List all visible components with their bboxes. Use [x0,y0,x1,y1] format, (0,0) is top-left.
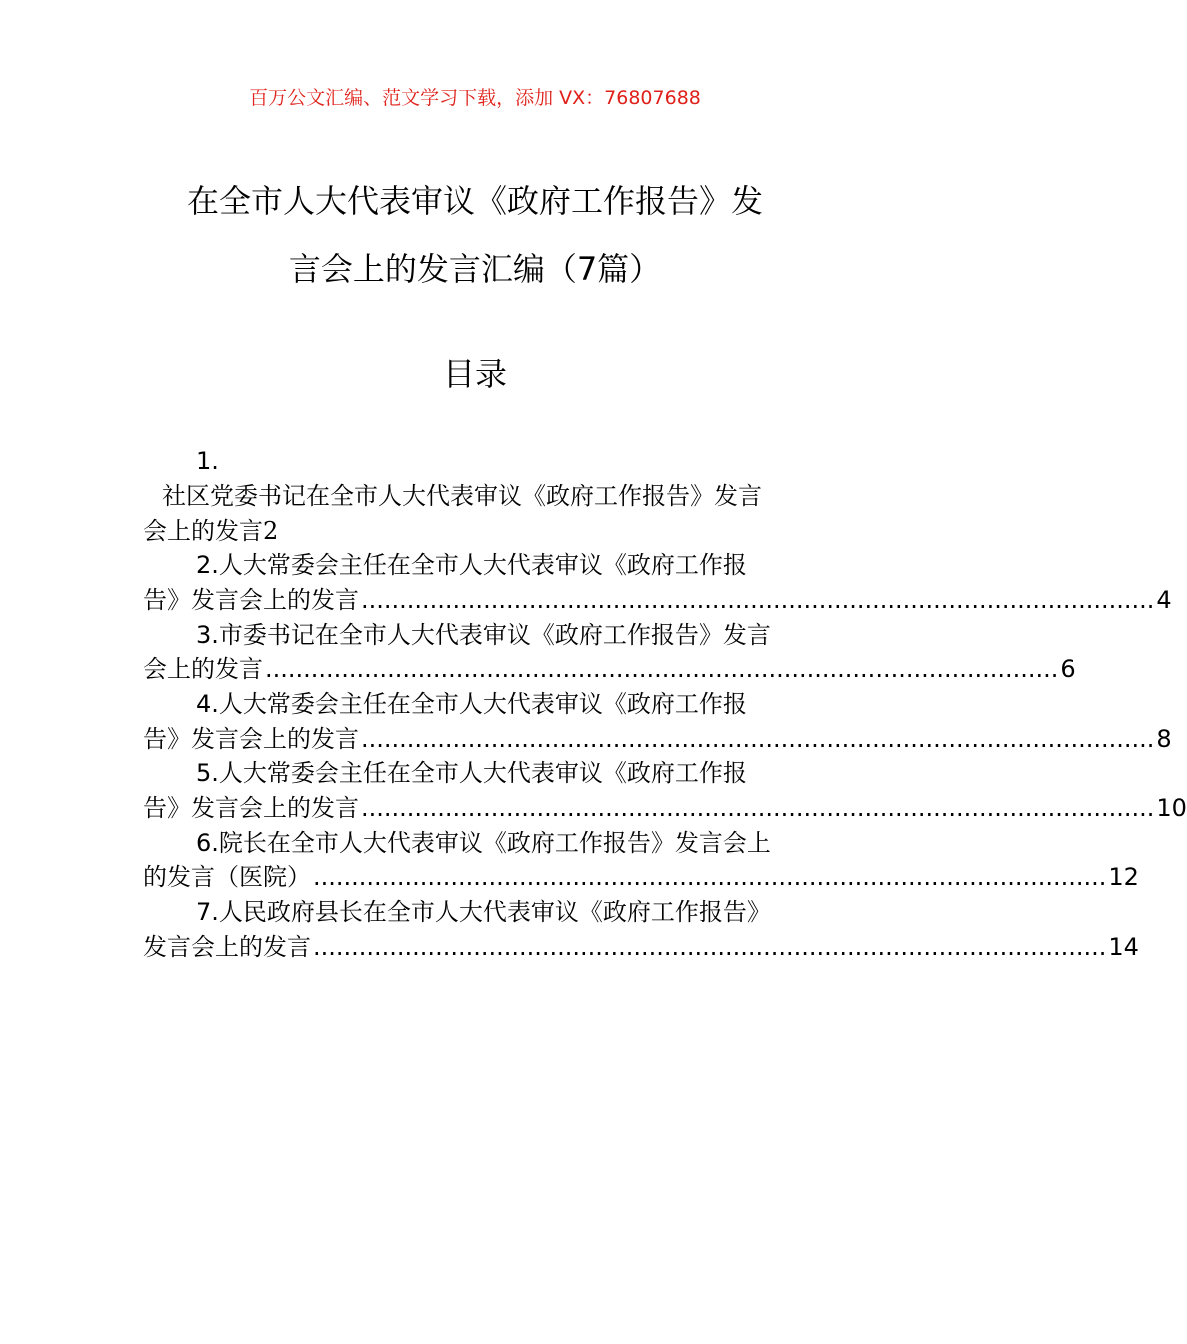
toc-entry-2-tail: 告》发言会上的发言 [143,586,359,614]
toc-leader-dots: ........................................................................................................ [265,655,1059,683]
toc-entry-2-line-1[interactable]: 2.人大常委会主任在全市人大代表审议《政府工作报 [196,551,747,579]
toc-entry-5-line-1[interactable]: 5.人大常委会主任在全市人大代表审议《政府工作报 [196,759,747,787]
toc-entry-4-page: 8 [1156,725,1172,753]
toc-entry-4-line-1[interactable]: 4.人大常委会主任在全市人大代表审议《政府工作报 [196,690,747,718]
toc-leader-dots: ........................................................................................................ [313,863,1107,891]
toc-entry-4-tail: 告》发言会上的发言 [143,725,359,753]
toc-entry-7-tail: 发言会上的发言 [143,933,311,961]
toc-leader-dots: ........................................................................................................ [361,586,1155,614]
toc-entry-1-line-1[interactable]: 社区党委书记在全市人大代表审议《政府工作报告》发言 [162,482,762,510]
toc-entry-6-tail: 的发言（医院） [143,863,311,891]
toc-entry-1-line-2[interactable] [143,514,808,548]
toc-leader-dots: ........................................................................................................ [361,794,1155,822]
toc-entry-3-tail: 会上的发言 [143,655,263,683]
toc-entry-7-line-2[interactable] [143,930,1139,964]
toc-leader-dots: ........................................................................................................ [361,725,1155,753]
toc-entry-1-number: 1. [196,447,219,475]
toc-entry-5-line-2[interactable] [143,791,1187,825]
toc-entry-6-page: 12 [1108,863,1139,891]
toc-entry-5-page: 10 [1156,794,1187,822]
toc-entry-4-line-2[interactable] [143,722,1172,756]
toc-heading: 目录 [442,355,507,393]
toc-entry-7-line-1[interactable]: 7.人民政府县长在全市人大代表审议《政府工作报告》 [196,898,771,926]
header-note: 百万公文汇编、范文学习下载，添加 VX：76807688 [249,87,701,109]
toc-entry-1-page: 2 [263,517,279,545]
toc-entry-3-line-2[interactable] [143,652,1076,686]
toc-entry-6-line-2[interactable] [143,860,1139,894]
toc-entry-6-line-1[interactable]: 6.院长在全市人大代表审议《政府工作报告》发言会上 [196,829,771,857]
document-title-line-2: 言会上的发言汇编（7篇） [288,250,662,288]
toc-entry-3-line-1[interactable]: 3.市委书记在全市人大代表审议《政府工作报告》发言 [196,621,771,649]
document-title-line-1: 在全市人大代表审议《政府工作报告》发 [186,182,763,220]
toc-entry-2-page: 4 [1156,586,1172,614]
toc-entry-2-line-2[interactable] [143,583,1172,617]
toc-leader-dots: ........................................................................................................ [313,933,1107,961]
toc-entry-1-tail: 会上的发言 [143,517,263,545]
toc-entry-7-page: 14 [1108,933,1139,961]
toc-entry-5-tail: 告》发言会上的发言 [143,794,359,822]
toc-entry-3-page: 6 [1060,655,1076,683]
